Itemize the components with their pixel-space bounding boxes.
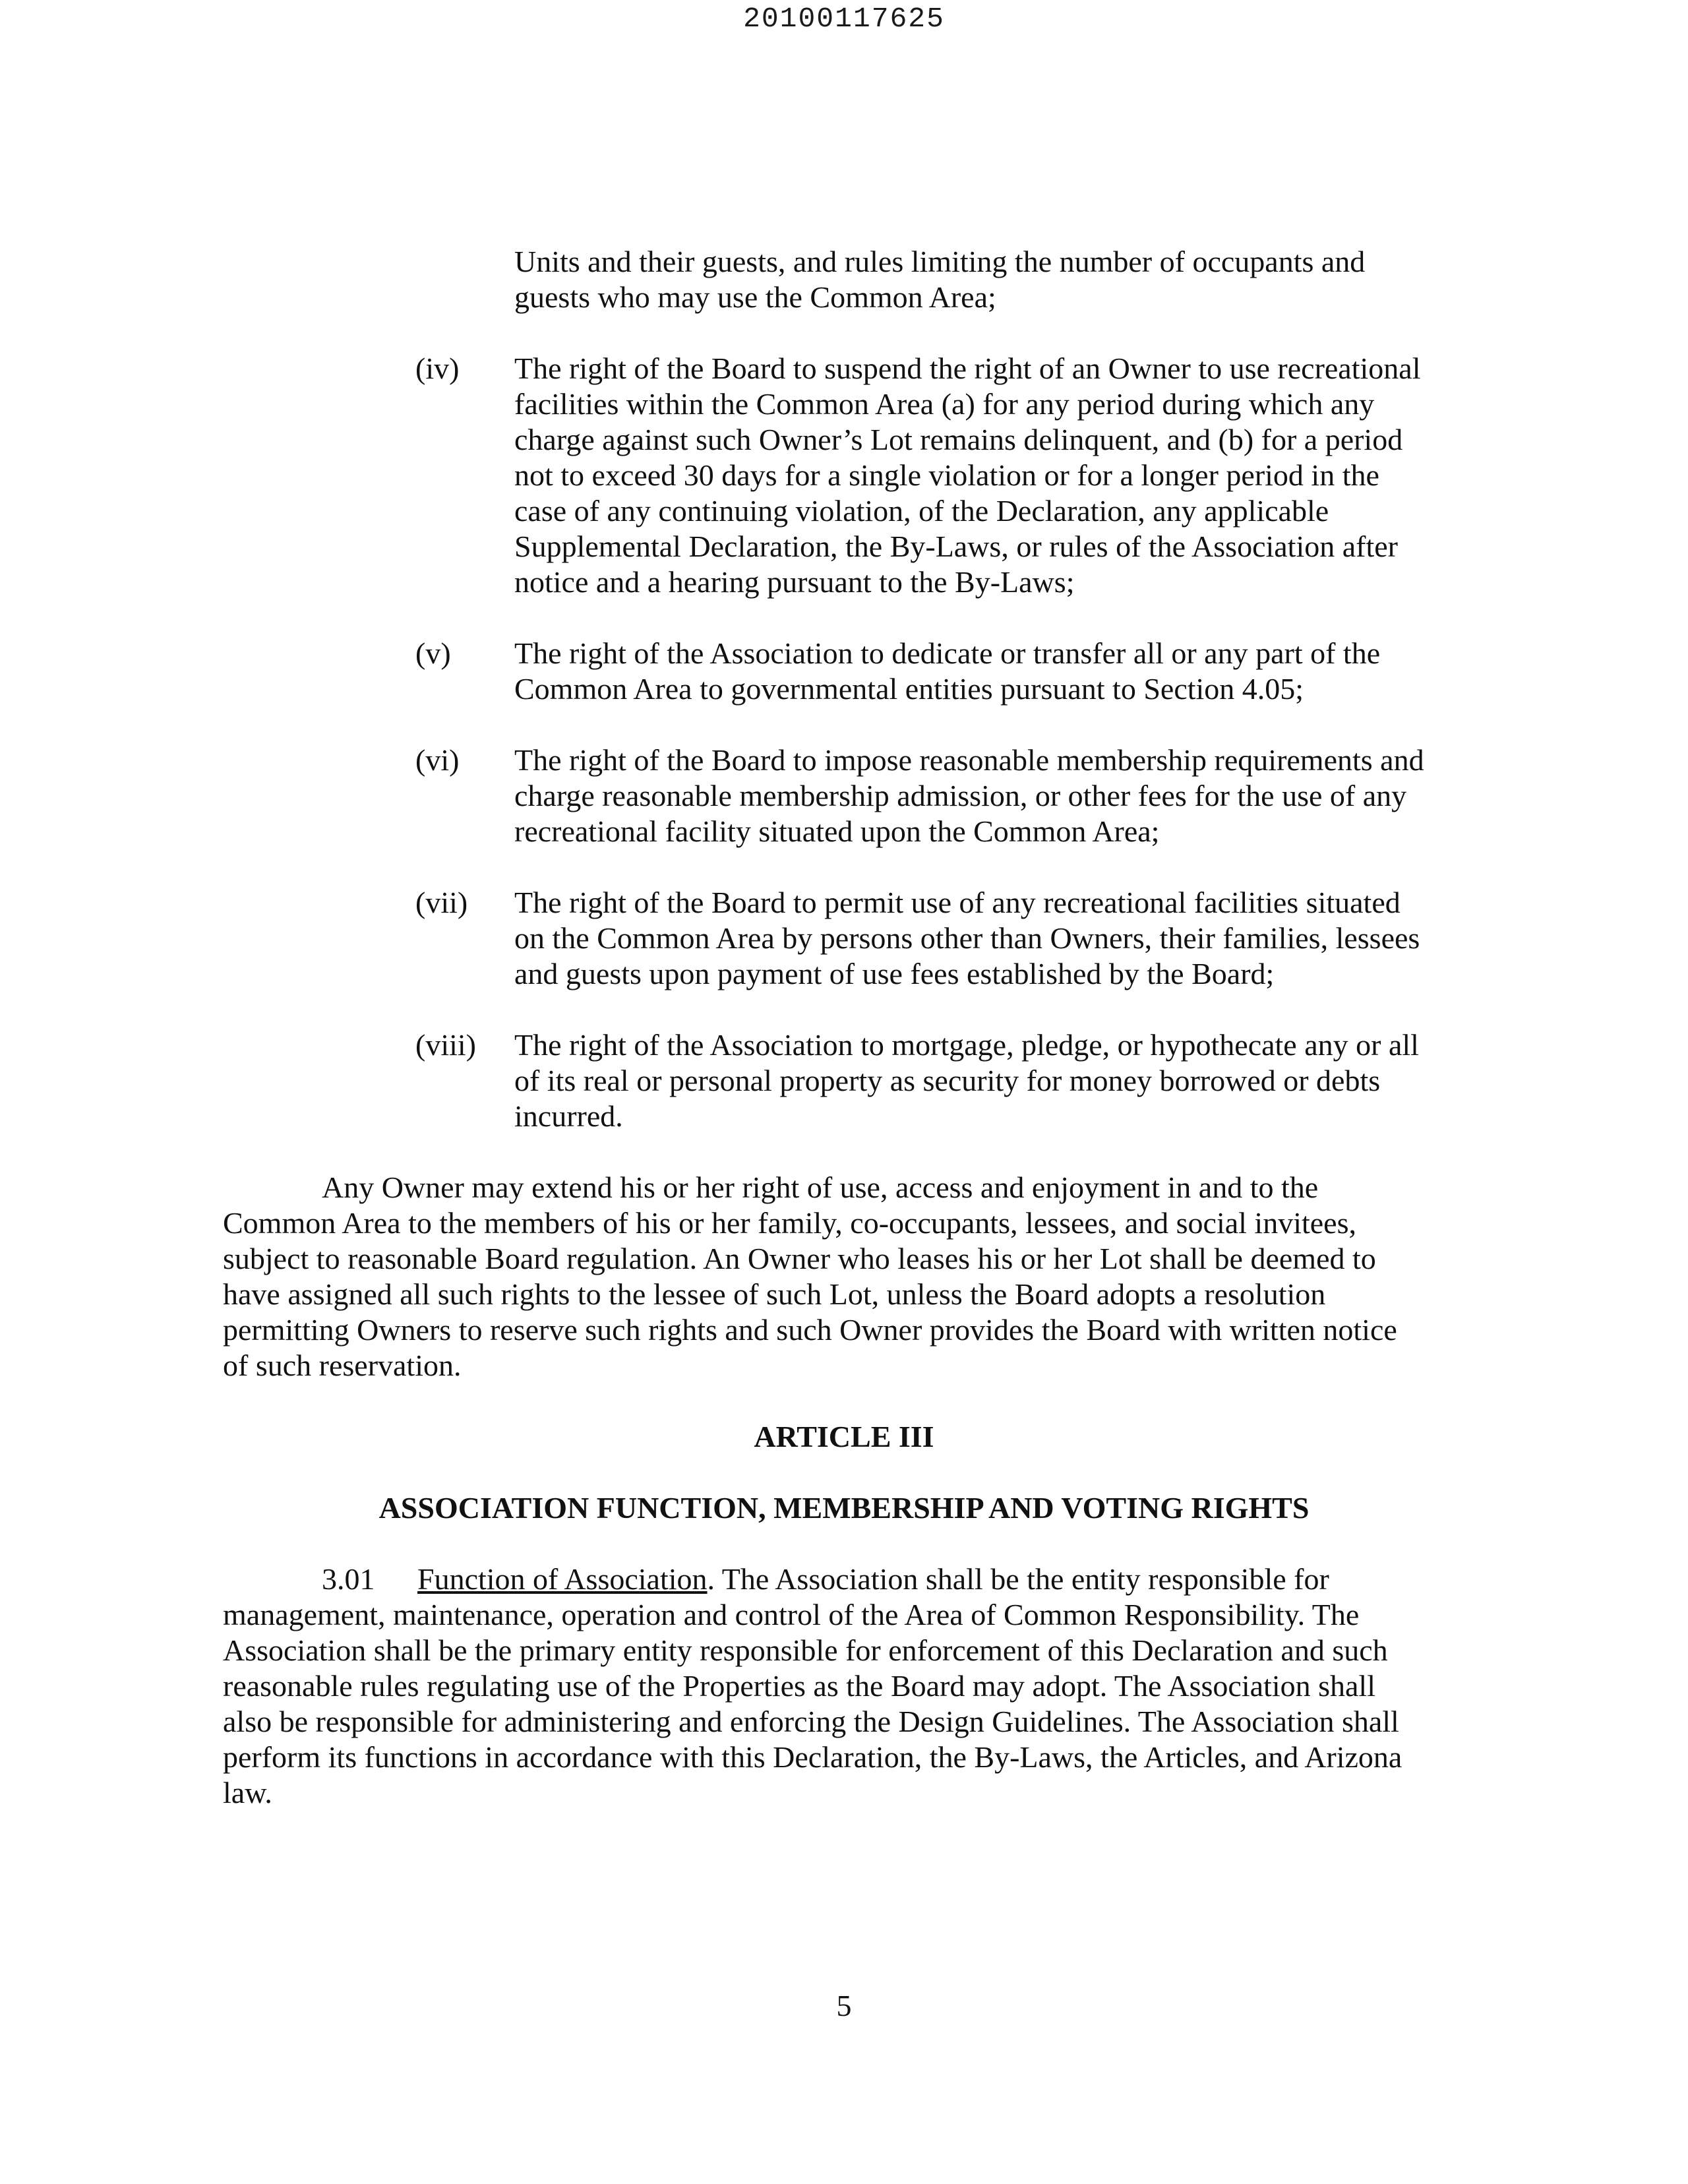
- text-line: of its real or personal property as security for money borrowed or debts: [514, 1064, 1381, 1097]
- article-title: ARTICLE III: [754, 1420, 934, 1453]
- list-marker: (vi): [415, 743, 460, 777]
- text-line: Common Area to the members of his or her family, co-occupants, lessees, and social invitees,: [223, 1206, 1357, 1240]
- list-marker: (iv): [415, 351, 460, 385]
- list-item-iv: [0, 351, 1470, 600]
- section-first-line-rest: . The Association shall be the entity responsible for: [707, 1562, 1329, 1596]
- text-line: case of any continuing violation, of the Declaration, any applicable: [514, 494, 1329, 528]
- text-line: have assigned all such rights to the lessee of such Lot, unless the Board adopts a resolution: [223, 1277, 1326, 1311]
- text-line: The right of the Association to mortgage, pledge, or hypothecate any or all: [514, 1028, 1419, 1062]
- list-item-text: [514, 244, 1470, 315]
- list-item-text: [514, 351, 1470, 600]
- list-item-text: [514, 1027, 1470, 1134]
- text-line: incurred.: [514, 1099, 623, 1133]
- list-item-viii: [0, 1027, 1470, 1134]
- list-item-v: [0, 636, 1470, 707]
- list-marker: (viii): [415, 1028, 476, 1062]
- text-line: law.: [223, 1776, 272, 1809]
- text-line: also be responsible for administering and enforcing the Design Guidelines. The Association shall: [223, 1705, 1399, 1738]
- section-number: 3.01: [322, 1562, 375, 1596]
- list-marker: (vii): [415, 886, 468, 919]
- text-line: Any Owner may extend his or her right of use, access and enjoyment in and to the: [322, 1170, 1319, 1204]
- text-line: The right of the Association to dedicate or transfer all or any part of the: [514, 636, 1381, 670]
- text-line: recreational facility situated upon the Common Area;: [514, 814, 1160, 848]
- text-line: Common Area to governmental entities pursuant to Section 4.05;: [514, 672, 1304, 706]
- section-3-01: [223, 1562, 1476, 1811]
- list-item-vii: [0, 885, 1470, 992]
- list-item-text: [514, 885, 1470, 992]
- text-line: permitting Owners to reserve such rights and such Owner provides the Board with written notice: [223, 1313, 1397, 1347]
- text-line: Supplemental Declaration, the By-Laws, or rules of the Association after: [514, 530, 1398, 563]
- text-line: facilities within the Common Area (a) for any period during which any: [514, 387, 1375, 421]
- text-line: charge against such Owner’s Lot remains delinquent, and (b) for a period: [514, 423, 1403, 456]
- text-line: and guests upon payment of use fees established by the Board;: [514, 957, 1275, 990]
- page-number: 5: [836, 1989, 852, 2022]
- text-line: perform its functions in accordance with this Declaration, the By-Laws, the Articles, and Arizona: [223, 1740, 1402, 1774]
- text-line: Association shall be the primary entity responsible for enforcement of this Declaration and such: [223, 1633, 1388, 1667]
- text-line: not to exceed 30 days for a single violation or for a longer period in the: [514, 458, 1379, 492]
- text-line: reasonable rules regulating use of the Properties as the Board may adopt. The Association shall: [223, 1669, 1375, 1703]
- text-line: on the Common Area by persons other than Owners, their families, lessees: [514, 921, 1420, 955]
- list-item-vi: [0, 743, 1470, 849]
- document-number: 20100117625: [743, 3, 945, 35]
- text-line: notice and a hearing pursuant to the By-Laws;: [514, 565, 1075, 599]
- text-line: The right of the Board to permit use of any recreational facilities situated: [514, 886, 1401, 919]
- article-heading: ASSOCIATION FUNCTION, MEMBERSHIP AND VOTING RIGHTS: [378, 1491, 1310, 1525]
- section-title: Function of Association: [417, 1562, 708, 1596]
- text-line: of such reservation.: [223, 1349, 462, 1382]
- text-line: charge reasonable membership admission, or other fees for the use of any: [514, 779, 1407, 812]
- text-line: Units and their guests, and rules limiting the number of occupants and: [514, 245, 1366, 278]
- list-item-continuation: [0, 244, 1470, 315]
- section-first-line: [223, 1562, 1476, 1597]
- text-line: management, maintenance, operation and control of the Area of Common Responsibility. The: [223, 1598, 1360, 1631]
- list-item-text: [514, 743, 1470, 849]
- text-line: subject to reasonable Board regulation. An Owner who leases his or her Lot shall be deemed to: [223, 1242, 1376, 1275]
- page-body: [0, 244, 1688, 1846]
- owner-rights-paragraph: [223, 1170, 1476, 1383]
- list-item-text: [514, 636, 1470, 707]
- list-marker: (v): [415, 636, 451, 670]
- text-line: The right of the Board to impose reasonable membership requirements and: [514, 743, 1424, 777]
- text-line: The right of the Board to suspend the right of an Owner to use recreational: [514, 351, 1421, 385]
- text-line: guests who may use the Common Area;: [514, 280, 996, 314]
